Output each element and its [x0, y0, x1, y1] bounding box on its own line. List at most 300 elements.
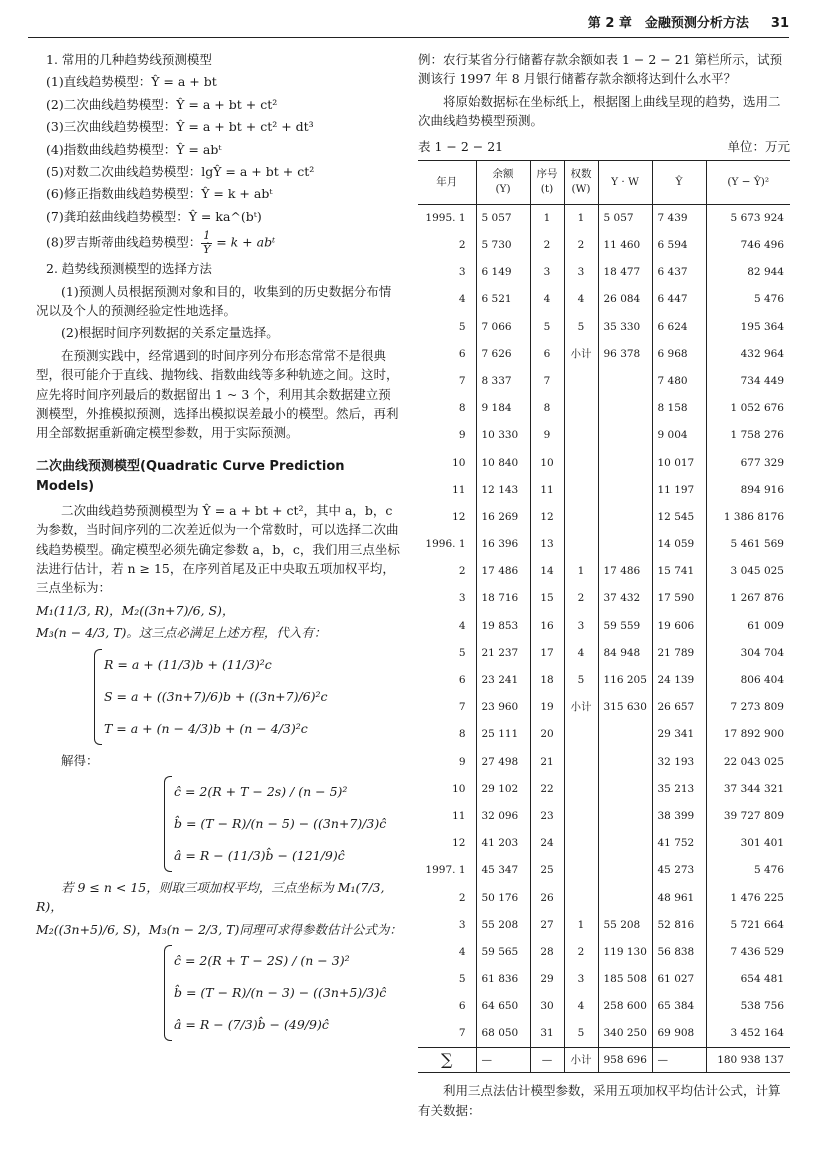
- table-cell: [598, 449, 652, 476]
- table-cell: [598, 748, 652, 775]
- table-cell: 37 344 321: [706, 775, 790, 802]
- table-cell: 29 102: [476, 775, 530, 802]
- table-cell: 1 386 8176: [706, 503, 790, 530]
- table-cell: 29 341: [652, 721, 706, 748]
- table-row: [418, 639, 790, 666]
- equation: T = a + (n − 4/3)b + (n − 4/3)²c: [104, 720, 308, 736]
- table-cell: 12 545: [652, 503, 706, 530]
- table-cell: 37 432: [598, 585, 652, 612]
- model-8-suffix: = k + abᵗ: [212, 234, 276, 250]
- table-cell: 1: [564, 911, 598, 938]
- table-cell: 61 836: [476, 966, 530, 993]
- table-cell: 65 384: [652, 993, 706, 1020]
- table-cell: 59 565: [476, 938, 530, 965]
- table-cell: 3: [458, 266, 466, 279]
- model-item: (3)三次曲线趋势模型：Ŷ = a + bt + ct² + dt³: [46, 119, 314, 135]
- table-total-cell: —: [476, 1047, 530, 1073]
- table-cell: [564, 476, 598, 503]
- table-cell: [598, 476, 652, 503]
- table-cell: 7 480: [652, 368, 706, 395]
- table-cell: 56 838: [652, 938, 706, 965]
- table-row: [418, 884, 790, 911]
- column-header: 年月: [418, 160, 476, 204]
- table-cell: 195 364: [706, 313, 790, 340]
- table-cell: 2: [564, 232, 598, 259]
- model-8-denominator: Ŷ: [203, 242, 211, 256]
- table-cell: 654 481: [706, 966, 790, 993]
- column-header: 权数 (W): [564, 160, 598, 204]
- solve-label: 解得：: [61, 752, 99, 768]
- table-cell: [564, 531, 598, 558]
- table-total-row: [418, 1047, 790, 1073]
- table-cell: [564, 748, 598, 775]
- table-cell: [564, 803, 598, 830]
- model-item: (7)龚珀兹曲线趋势模型：Ŷ = ka^(bᵗ): [46, 208, 262, 224]
- table-cell: 5 461 569: [706, 531, 790, 558]
- table-cell: 4: [458, 293, 466, 306]
- table-cell: [564, 368, 598, 395]
- table-row: [418, 748, 790, 775]
- table-cell: 29: [530, 966, 564, 993]
- table-row: [418, 476, 790, 503]
- table-row: [418, 558, 790, 585]
- table-cell: 15 741: [652, 558, 706, 585]
- table-cell: 6 968: [652, 340, 706, 367]
- table-cell: [564, 884, 598, 911]
- table-cell: [564, 830, 598, 857]
- table-cell: 3: [530, 259, 564, 286]
- table-cell: 6 594: [652, 232, 706, 259]
- model-item: (2)二次曲线趋势模型：Ŷ = a + bt + ct²: [46, 96, 278, 112]
- table-cell: [564, 775, 598, 802]
- table-cell: 16: [530, 612, 564, 639]
- table-cell: 4: [530, 286, 564, 313]
- table-row: [418, 803, 790, 830]
- table-cell: 7: [530, 368, 564, 395]
- table-cell: 7 626: [476, 340, 530, 367]
- table-cell: 69 908: [652, 1020, 706, 1047]
- table-cell: 24 139: [652, 667, 706, 694]
- table-cell: 5: [458, 646, 466, 659]
- table-body: [418, 204, 790, 1073]
- table-cell: 26 084: [598, 286, 652, 313]
- table-cell: 2: [564, 585, 598, 612]
- table-cell: 5 476: [706, 286, 790, 313]
- table-cell: 9: [458, 755, 466, 768]
- table-cell: 2: [530, 232, 564, 259]
- table-cell: 1996. 1: [425, 538, 466, 551]
- model-item: (5)对数二次曲线趋势模型：lgŶ = a + bt + ct²: [46, 163, 315, 179]
- chapter-title: 第 2 章 金融预测分析方法: [587, 16, 749, 31]
- table-cell: 19 853: [476, 612, 530, 639]
- table-cell: 3 045 025: [706, 558, 790, 585]
- equation: â = R − (7/3)b̂ − (49/9)ĉ: [174, 1017, 329, 1033]
- table-cell: 7 439: [652, 204, 706, 231]
- footer-paragraph: 利用三点法估计模型参数，采用五项加权平均估计公式，计算有关数据：: [418, 1083, 781, 1118]
- table-cell: 9: [530, 422, 564, 449]
- table-cell: [598, 531, 652, 558]
- table-cell: 10 330: [476, 422, 530, 449]
- model-item: (6)修正指数曲线趋势模型：Ŷ = k + abᵗ: [46, 186, 273, 202]
- table-cell: 6: [530, 340, 564, 367]
- table-row: [418, 667, 790, 694]
- table-cell: 4: [458, 619, 466, 632]
- table-total-cell: 180 938 137: [706, 1047, 790, 1073]
- table-cell: 10: [530, 449, 564, 476]
- table-cell: 13: [530, 531, 564, 558]
- table-cell: [564, 721, 598, 748]
- table-cell: [598, 857, 652, 884]
- table-cell: 30: [530, 993, 564, 1020]
- table-cell: 27: [530, 911, 564, 938]
- column-header: 序号 (t): [530, 160, 564, 204]
- table-row: [418, 232, 790, 259]
- table-cell: 17 590: [652, 585, 706, 612]
- table-cell: 11 197: [652, 476, 706, 503]
- table-row: [418, 531, 790, 558]
- table-cell: 5 057: [476, 204, 530, 231]
- table-cell: 4: [564, 286, 598, 313]
- table-cell: 12 143: [476, 476, 530, 503]
- table-cell: 26: [530, 884, 564, 911]
- select-item-2: (2)根据时间序列数据的关系定量选择。: [61, 325, 279, 341]
- table-cell: 3: [458, 918, 466, 931]
- left-column: [36, 50, 402, 1047]
- table-cell: 7: [458, 701, 466, 714]
- table-cell: 1: [564, 558, 598, 585]
- table-cell: 5 057: [598, 204, 652, 231]
- table-cell: 6 624: [652, 313, 706, 340]
- table-cell: [598, 503, 652, 530]
- table-cell: 21 237: [476, 639, 530, 666]
- table-cell: 18 477: [598, 259, 652, 286]
- table-row: [418, 857, 790, 884]
- table-cell: 7: [458, 1027, 466, 1040]
- table-cell: 5 476: [706, 857, 790, 884]
- equation-system-1: [36, 649, 402, 745]
- table-cell: 12: [452, 837, 466, 850]
- table-cell: 61 027: [652, 966, 706, 993]
- table-cell: 96 378: [598, 340, 652, 367]
- table-cell: 31: [530, 1020, 564, 1047]
- table-cell: 5 730: [476, 232, 530, 259]
- table-row: [418, 585, 790, 612]
- table-cell: [564, 449, 598, 476]
- table-row: [418, 1020, 790, 1047]
- table-cell: 3 452 164: [706, 1020, 790, 1047]
- model-item-8: [36, 230, 402, 256]
- table-cell: 28: [530, 938, 564, 965]
- table-row: [418, 422, 790, 449]
- table-cell: 5: [564, 1020, 598, 1047]
- table-cell: 6: [458, 1000, 466, 1013]
- table-cell: 45 347: [476, 857, 530, 884]
- table-cell: 4: [564, 993, 598, 1020]
- table-cell: [598, 803, 652, 830]
- table-caption-row: [418, 137, 790, 156]
- table-cell: 6 521: [476, 286, 530, 313]
- table-cell: 6 447: [652, 286, 706, 313]
- table-cell: 35 330: [598, 313, 652, 340]
- table-cell: 16 396: [476, 531, 530, 558]
- data-table: [418, 160, 790, 1074]
- equation-system-2: [36, 776, 402, 872]
- table-cell: 84 948: [598, 639, 652, 666]
- models-list: [36, 72, 402, 256]
- table-cell: 6 437: [652, 259, 706, 286]
- table-cell: 10 840: [476, 449, 530, 476]
- table-cell: 1 267 876: [706, 585, 790, 612]
- table-cell: 18 716: [476, 585, 530, 612]
- table-cell: 2: [458, 565, 466, 578]
- model-item: (4)指数曲线趋势模型：Ŷ = abᵗ: [46, 141, 222, 157]
- table-cell: 6: [458, 347, 466, 360]
- coords-line-1: M₁(11/3, R)，M₂((3n+7)/6, S)，: [36, 602, 235, 618]
- table-cell: 50 176: [476, 884, 530, 911]
- table-cell: 17 486: [476, 558, 530, 585]
- table-cell: 19: [530, 694, 564, 721]
- table-total-cell: 958 696: [598, 1047, 652, 1073]
- table-cell: 24: [530, 830, 564, 857]
- table-cell: 23 241: [476, 667, 530, 694]
- table-cell: 258 600: [598, 993, 652, 1020]
- table-cell: 1 052 676: [706, 395, 790, 422]
- table-cell: 6 149: [476, 259, 530, 286]
- table-cell: [598, 422, 652, 449]
- table-cell: 23 960: [476, 694, 530, 721]
- table-cell: 806 404: [706, 667, 790, 694]
- table-row: [418, 204, 790, 231]
- table-row: [418, 966, 790, 993]
- table-cell: 301 401: [706, 830, 790, 857]
- table-cell: 5: [458, 973, 466, 986]
- table-cell: 55 208: [598, 911, 652, 938]
- table-cell: 19 606: [652, 612, 706, 639]
- column-header: Y · W: [598, 160, 652, 204]
- table-cell: 14: [530, 558, 564, 585]
- table-row: [418, 503, 790, 530]
- table-cell: 2: [564, 938, 598, 965]
- table-cell: 5 721 664: [706, 911, 790, 938]
- right-column: [418, 50, 790, 1123]
- table-cell: 14 059: [652, 531, 706, 558]
- table-cell: 3: [564, 612, 598, 639]
- table-cell: 2: [458, 891, 466, 904]
- method-paragraph: 将原始数据标在坐标纸上，根据图上曲线呈现的趋势，选用二次曲线趋势模型预测。: [418, 93, 781, 129]
- table-cell: 1: [530, 204, 564, 231]
- table-cell: 3: [458, 592, 466, 605]
- table-cell: 38 399: [652, 803, 706, 830]
- select-title: 2. 趋势线预测模型的选择方法: [46, 261, 212, 277]
- table-cell: 小计: [564, 340, 598, 367]
- table-cell: 5: [458, 320, 466, 333]
- table-cell: 45 273: [652, 857, 706, 884]
- table-cell: 11: [452, 809, 466, 822]
- table-cell: 21: [530, 748, 564, 775]
- table-row: [418, 340, 790, 367]
- table-cell: 7: [458, 374, 466, 387]
- select-item-1: (1)预测人员根据预测对象和目的，收集到的历史数据分布情况以及个人的预测经验定性地选择。: [36, 283, 392, 319]
- table-cell: 61 009: [706, 612, 790, 639]
- table-cell: 5 673 924: [706, 204, 790, 231]
- equation: ĉ = 2(R + T − 2S) / (n − 3)²: [174, 953, 350, 969]
- coords-line-2: M₃(n − 4/3, T)。这三点必满足上述方程，代入有：: [36, 625, 327, 641]
- table-total-cell: ∑: [418, 1047, 476, 1073]
- table-total-cell: —: [530, 1047, 564, 1073]
- table-cell: 8: [530, 395, 564, 422]
- table-cell: 41 203: [476, 830, 530, 857]
- table-cell: 116 205: [598, 667, 652, 694]
- table-cell: 9 184: [476, 395, 530, 422]
- table-cell: [564, 857, 598, 884]
- table-cell: 59 559: [598, 612, 652, 639]
- section-heading: 二次曲线预测模型(Quadratic Curve Prediction Models): [36, 458, 345, 494]
- table-cell: 1997. 1: [425, 864, 466, 877]
- brace-3: [164, 945, 172, 1041]
- table-cell: 6: [458, 674, 466, 687]
- table-cell: 677 329: [706, 449, 790, 476]
- table-cell: 9: [458, 429, 466, 442]
- table-cell: 25 111: [476, 721, 530, 748]
- table-row: [418, 993, 790, 1020]
- table-cell: 8 158: [652, 395, 706, 422]
- header-rule: [28, 37, 789, 38]
- select-paragraph: 在预测实践中，经常遇到的时间序列分布形态常常不是很典型，很可能介于直线、抛物线、指数曲线等多种轨迹之间。这时，应先将时间序列最后的数据留出 1 ~ 3 个，利用其余数据建立预测模型，外推模拟预测，选择出模拟误差最小的模型。然后，再利用全部数据重新确定模型参数，用于实际预测。: [36, 347, 399, 441]
- table-cell: [598, 721, 652, 748]
- table-cell: 55 208: [476, 911, 530, 938]
- table-cell: [598, 830, 652, 857]
- table-cell: 23: [530, 803, 564, 830]
- table-cell: [598, 395, 652, 422]
- case2-line-1: 若 9 ≤ n < 15，则取三项加权平均，三点坐标为 M₁(7/3, R)，: [36, 879, 385, 915]
- table-row: [418, 938, 790, 965]
- table-row: [418, 775, 790, 802]
- case2-line-2: M₂((3n+5)/6, S)，M₃(n − 2/3, T)同理可求得参数估计公式为：: [36, 921, 402, 937]
- table-cell: 3: [564, 966, 598, 993]
- table-cell: 11: [452, 483, 466, 496]
- table-cell: 25: [530, 857, 564, 884]
- table-cell: 20: [530, 721, 564, 748]
- table-cell: 35 213: [652, 775, 706, 802]
- table-cell: 18: [530, 667, 564, 694]
- table-cell: 16 269: [476, 503, 530, 530]
- section-paragraph: 二次曲线趋势预测模型为 Ŷ = a + bt + ct²，其中 a，b，c 为参数，当时间序列的二次差近似为一个常数时，可以选择二次曲线趋势模型。确定模型必须先确定参数 a，b，c，我们用三点坐标法进行估计，若 n ≥ 15，在序列首尾及正中央取五项加权平均，三点坐标为：: [36, 502, 400, 596]
- table-cell: 315 630: [598, 694, 652, 721]
- table-cell: 1 758 276: [706, 422, 790, 449]
- column-header: 余额 (Y): [476, 160, 530, 204]
- table-cell: 10: [452, 782, 466, 795]
- table-cell: 10 017: [652, 449, 706, 476]
- table-cell: [598, 884, 652, 911]
- table-row: [418, 259, 790, 286]
- table-cell: 746 496: [706, 232, 790, 259]
- brace-2: [164, 776, 172, 872]
- equation: b̂ = (T − R)/(n − 3) − ((3n+5)/3)ĉ: [174, 985, 387, 1001]
- table-row: [418, 368, 790, 395]
- table-cell: 17 486: [598, 558, 652, 585]
- table-row: [418, 694, 790, 721]
- table-cell: 7 273 809: [706, 694, 790, 721]
- column-header: (Y − Ŷ)²: [706, 160, 790, 204]
- table-cell: [564, 422, 598, 449]
- table-cell: 26 657: [652, 694, 706, 721]
- table-cell: 39 727 809: [706, 803, 790, 830]
- example-paragraph: 例：农行某省分行储蓄存款余额如表 1 − 2 − 21 第栏所示，试预测该行 1997 年 8 月银行储蓄存款余额将达到什么水平？: [418, 52, 783, 87]
- brace-1: [94, 649, 102, 745]
- table-caption: 表 1 − 2 − 21: [418, 138, 504, 154]
- table-header-row: [418, 160, 790, 204]
- equation: b̂ = (T − R)/(n − 5) − ((3n+7)/3)ĉ: [174, 815, 387, 831]
- table-row: [418, 313, 790, 340]
- table-cell: 52 816: [652, 911, 706, 938]
- equation-system-3: [36, 945, 402, 1041]
- table-cell: 4: [458, 945, 466, 958]
- table-cell: 11 460: [598, 232, 652, 259]
- table-cell: 1 476 225: [706, 884, 790, 911]
- table-cell: 82 944: [706, 259, 790, 286]
- table-cell: 119 130: [598, 938, 652, 965]
- table-cell: 1: [564, 204, 598, 231]
- table-cell: 15: [530, 585, 564, 612]
- table-cell: 8: [458, 728, 466, 741]
- table-cell: [598, 775, 652, 802]
- table-cell: 22: [530, 775, 564, 802]
- table-cell: 8 337: [476, 368, 530, 395]
- column-header: Ŷ: [652, 160, 706, 204]
- table-cell: 1995. 1: [425, 212, 466, 225]
- model-item: (1)直线趋势模型：Ŷ = a + bt: [46, 74, 217, 90]
- models-title: 1. 常用的几种趋势线预测模型: [46, 52, 212, 67]
- table-cell: 12: [530, 503, 564, 530]
- table-row: [418, 612, 790, 639]
- table-cell: 48 961: [652, 884, 706, 911]
- table-unit: 单位：万元: [727, 138, 790, 154]
- model-8-prefix: (8)罗吉斯蒂曲线趋势模型：: [46, 234, 202, 250]
- table-row: [418, 449, 790, 476]
- table-row: [418, 830, 790, 857]
- table-cell: 432 964: [706, 340, 790, 367]
- table-cell: 7 436 529: [706, 938, 790, 965]
- table-row: [418, 286, 790, 313]
- table-cell: 894 916: [706, 476, 790, 503]
- table-cell: 9 004: [652, 422, 706, 449]
- table-cell: 32 193: [652, 748, 706, 775]
- table-cell: 8: [458, 402, 466, 415]
- table-row: [418, 911, 790, 938]
- table-cell: [598, 368, 652, 395]
- table-cell: 27 498: [476, 748, 530, 775]
- page-header: [28, 14, 789, 36]
- table-cell: 7 066: [476, 313, 530, 340]
- table-cell: 17: [530, 639, 564, 666]
- equation: S = a + ((3n+7)/6)b + ((3n+7)/6)²c: [104, 688, 328, 704]
- table-cell: 734 449: [706, 368, 790, 395]
- table-cell: 185 508: [598, 966, 652, 993]
- page-number: 31: [770, 16, 789, 31]
- table-cell: 5: [564, 313, 598, 340]
- table-cell: 12: [452, 510, 466, 523]
- table-cell: [564, 395, 598, 422]
- equation: R = a + (11/3)b + (11/3)²c: [104, 656, 272, 672]
- table-cell: 2: [458, 239, 466, 252]
- table-cell: 21 789: [652, 639, 706, 666]
- table-cell: 5: [530, 313, 564, 340]
- table-cell: 22 043 025: [706, 748, 790, 775]
- table-cell: 68 050: [476, 1020, 530, 1047]
- table-cell: 10: [452, 456, 466, 469]
- table-cell: 17 892 900: [706, 721, 790, 748]
- table-row: [418, 395, 790, 422]
